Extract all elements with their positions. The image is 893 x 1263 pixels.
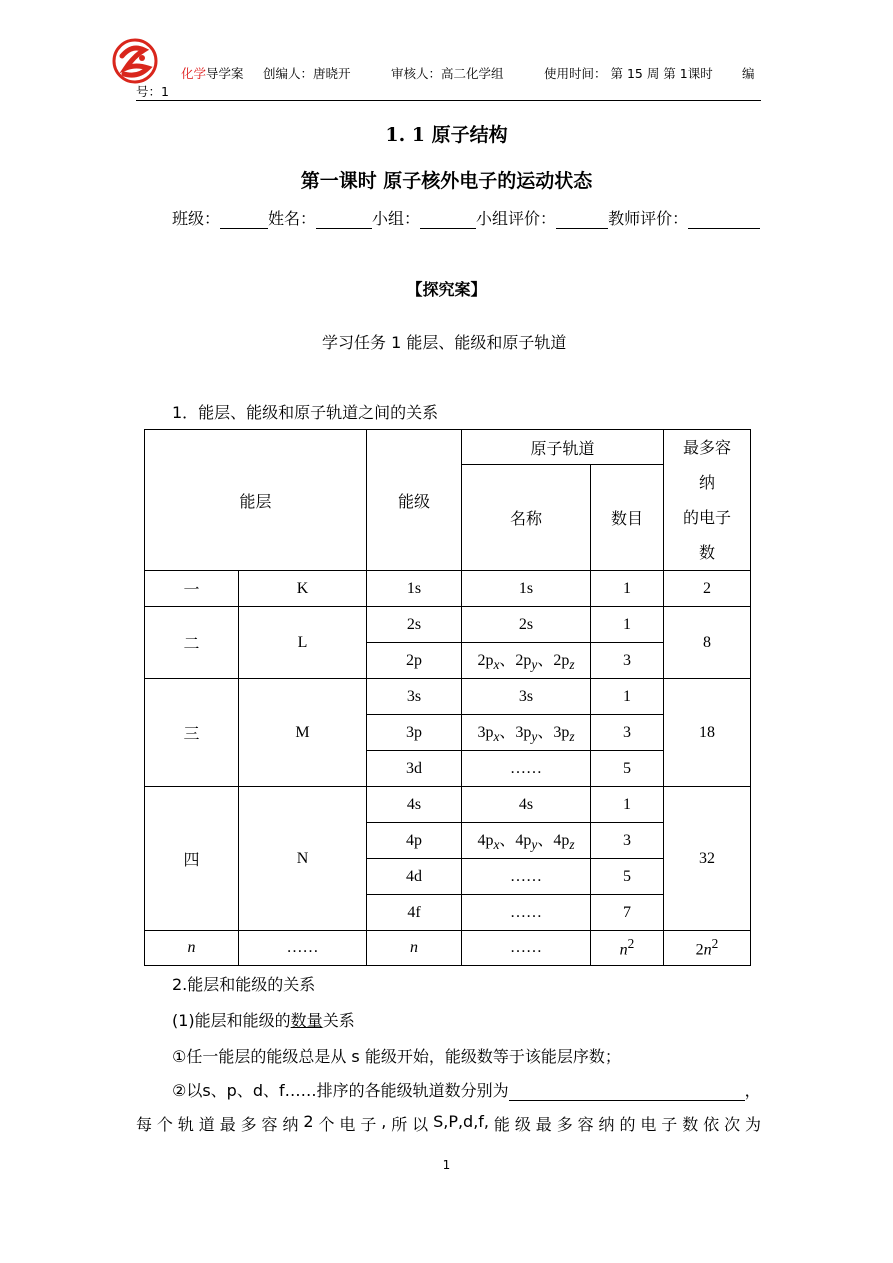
last-line-token: 多 — [556, 1115, 573, 1134]
last-line-token: 最 — [219, 1115, 236, 1134]
orbital-count-cell: 7 — [591, 895, 664, 931]
level-cell: 3s — [367, 679, 462, 715]
page-subtitle: 第一课时 原子核外电子的运动状态 — [300, 170, 593, 192]
student-info-line — [172, 206, 760, 229]
header-max-electrons — [664, 430, 751, 571]
last-line-token: S,P,d,f, — [433, 1112, 490, 1131]
level-cell: 4f — [367, 895, 462, 931]
point-1-heading: 1．能层、能级和原子轨道之间的关系 — [172, 403, 439, 422]
header-level: 能级 — [367, 430, 462, 571]
last-line-token: 最 — [535, 1115, 552, 1134]
level-cell: 2p — [367, 643, 462, 679]
last-line-token: 子 — [661, 1115, 678, 1134]
group-eval-blank[interactable] — [556, 210, 608, 229]
orbital-count-cell: 3 — [591, 715, 664, 751]
last-line-token: 道 — [198, 1115, 215, 1134]
last-line-token: , — [381, 1112, 387, 1131]
class-label: 班级： — [172, 209, 221, 228]
level-cell: 3p — [367, 715, 462, 751]
section-title: 【探究案】 — [406, 280, 487, 299]
header-subject: 化学 — [181, 66, 207, 81]
max-electrons-cell: 8 — [664, 607, 751, 679]
group-eval-label: 小组评价： — [476, 209, 557, 228]
level-cell: n — [367, 931, 462, 966]
last-line-token: 多 — [240, 1115, 257, 1134]
max-electrons-cell: 18 — [664, 679, 751, 787]
last-line-token: 数 — [682, 1115, 699, 1134]
orbital-name-cell: 4s — [462, 787, 591, 823]
last-line-token: 子 — [360, 1115, 377, 1134]
level-cell: 4p — [367, 823, 462, 859]
orbital-table — [144, 429, 751, 966]
header-schedule: 使用时间： 第 15 周 第 1课时 — [544, 66, 713, 81]
last-line-token: 纳 — [598, 1115, 615, 1134]
orbital-count-cell: 1 — [591, 571, 664, 607]
table-row — [145, 679, 751, 715]
orbital-name-cell: $4p_x$、$4p_y$、$4p_z$ — [462, 823, 591, 859]
header-number-label: 编 — [742, 66, 755, 81]
header-number-value: 号：1 — [136, 84, 169, 99]
task-title: 学习任务 1 能层、能级和原子轨道 — [322, 333, 567, 352]
orbital-count-cell: 1 — [591, 679, 664, 715]
school-logo-icon — [112, 38, 158, 84]
header-max-line-1: 最多容 — [682, 438, 731, 457]
last-line-token: 所 — [391, 1115, 408, 1134]
header-max-line-4: 数 — [698, 543, 715, 562]
item-1-text: ①任一能层的能级总是从 s 能级开始，能级数等于该能层序数； — [172, 1047, 621, 1066]
last-line-token: 次 — [724, 1115, 741, 1134]
header-max-line-3: 的电子 — [682, 508, 731, 527]
header-divider — [136, 100, 761, 101]
header-reviewer: 审核人：高二化学组 — [391, 66, 504, 81]
group-blank[interactable] — [420, 210, 476, 229]
orbital-name-cell: $2p_x$、$2p_y$、$2p_z$ — [462, 643, 591, 679]
item-2-blank[interactable] — [509, 1083, 745, 1101]
orbital-name-cell: …… — [462, 895, 591, 931]
level-cell: 1s — [367, 571, 462, 607]
level-cell: 4d — [367, 859, 462, 895]
last-line-token: 为 — [744, 1115, 761, 1134]
name-label: 姓名： — [268, 209, 317, 228]
layer-letter: K — [239, 571, 367, 607]
orbital-name-cell: 1s — [462, 571, 591, 607]
point-2-1-heading — [172, 1008, 355, 1031]
table-row — [145, 607, 751, 643]
orbital-count-cell: $n^2$ — [591, 931, 664, 966]
level-cell: 3d — [367, 751, 462, 787]
last-line-token: 轨 — [177, 1115, 194, 1134]
point-2-1-post: 关系 — [322, 1011, 355, 1030]
orbital-count-cell: 5 — [591, 859, 664, 895]
layer-letter: M — [239, 679, 367, 787]
last-line-token: 的 — [619, 1115, 636, 1134]
last-line-token: 以 — [412, 1115, 429, 1134]
orbital-count-cell: 1 — [591, 607, 664, 643]
last-line-token: 个 — [156, 1115, 173, 1134]
last-line-token: 容 — [261, 1115, 278, 1134]
orbital-name-cell: …… — [462, 751, 591, 787]
orbital-count-cell: 3 — [591, 823, 664, 859]
last-line-token: 2 — [303, 1112, 314, 1131]
layer-number: 三 — [145, 679, 239, 787]
header-orbital-count: 数目 — [591, 465, 664, 571]
layer-number: 二 — [145, 607, 239, 679]
page-title: 1. 1 原子结构 — [385, 124, 508, 146]
header-orbital-name: 名称 — [462, 465, 591, 571]
header-layer: 能层 — [145, 430, 367, 571]
layer-number: n — [145, 931, 239, 966]
orbital-count-cell: 5 — [591, 751, 664, 787]
group-label: 小组： — [372, 209, 421, 228]
last-line-token: 个 — [318, 1115, 335, 1134]
teacher-eval-blank[interactable] — [688, 210, 760, 229]
last-line-token: 每 — [136, 1115, 153, 1134]
level-cell: 4s — [367, 787, 462, 823]
item-2-line — [172, 1078, 761, 1101]
table-row — [145, 931, 751, 966]
orbital-count-cell: 3 — [591, 643, 664, 679]
class-blank[interactable] — [220, 210, 268, 229]
point-2-1-underlined: 数量 — [290, 1011, 323, 1030]
header-author: 创编人：唐晓开 — [263, 66, 351, 81]
name-blank[interactable] — [316, 210, 372, 229]
orbital-name-cell: $3p_x$、$3p_y$、$3p_z$ — [462, 715, 591, 751]
page-number: 1 — [442, 1158, 451, 1172]
max-electrons-cell: 32 — [664, 787, 751, 931]
header-doc-type — [181, 64, 244, 82]
layer-number: 四 — [145, 787, 239, 931]
point-2-heading: 2.能层和能级的关系 — [172, 975, 316, 994]
last-line-token: 纳 — [282, 1115, 299, 1134]
point-2-1-pre: (1)能层和能级的 — [172, 1011, 291, 1030]
last-line-token: 电 — [339, 1115, 356, 1134]
max-electrons-cell: $2n^2$ — [664, 931, 751, 966]
level-cell: 2s — [367, 607, 462, 643]
last-line-token: 级 — [514, 1115, 531, 1134]
layer-letter: L — [239, 607, 367, 679]
orbital-name-cell: 3s — [462, 679, 591, 715]
header-orbital: 原子轨道 — [462, 430, 664, 465]
orbital-name-cell: …… — [462, 931, 591, 966]
last-line — [136, 1112, 761, 1135]
layer-number: 一 — [145, 571, 239, 607]
layer-letter: N — [239, 787, 367, 931]
header-doc-type-label: 导学案 — [206, 66, 244, 81]
orbital-name-cell: 2s — [462, 607, 591, 643]
last-line-token: 电 — [640, 1115, 657, 1134]
last-line-token: 能 — [493, 1115, 510, 1134]
layer-letter: …… — [239, 931, 367, 966]
last-line-token: 容 — [577, 1115, 594, 1134]
header-max-line-2: 纳 — [698, 473, 715, 492]
orbital-name-cell: …… — [462, 859, 591, 895]
orbital-count-cell: 1 — [591, 787, 664, 823]
last-line-token: 依 — [703, 1115, 720, 1134]
item-2-end: ， — [744, 1081, 761, 1100]
item-2-text: ②以s、p、d、f……排序的各能级轨道数分别为 — [172, 1081, 509, 1100]
max-electrons-cell: 2 — [664, 571, 751, 607]
teacher-eval-label: 教师评价： — [608, 209, 689, 228]
table-row — [145, 787, 751, 823]
table-row — [145, 571, 751, 607]
